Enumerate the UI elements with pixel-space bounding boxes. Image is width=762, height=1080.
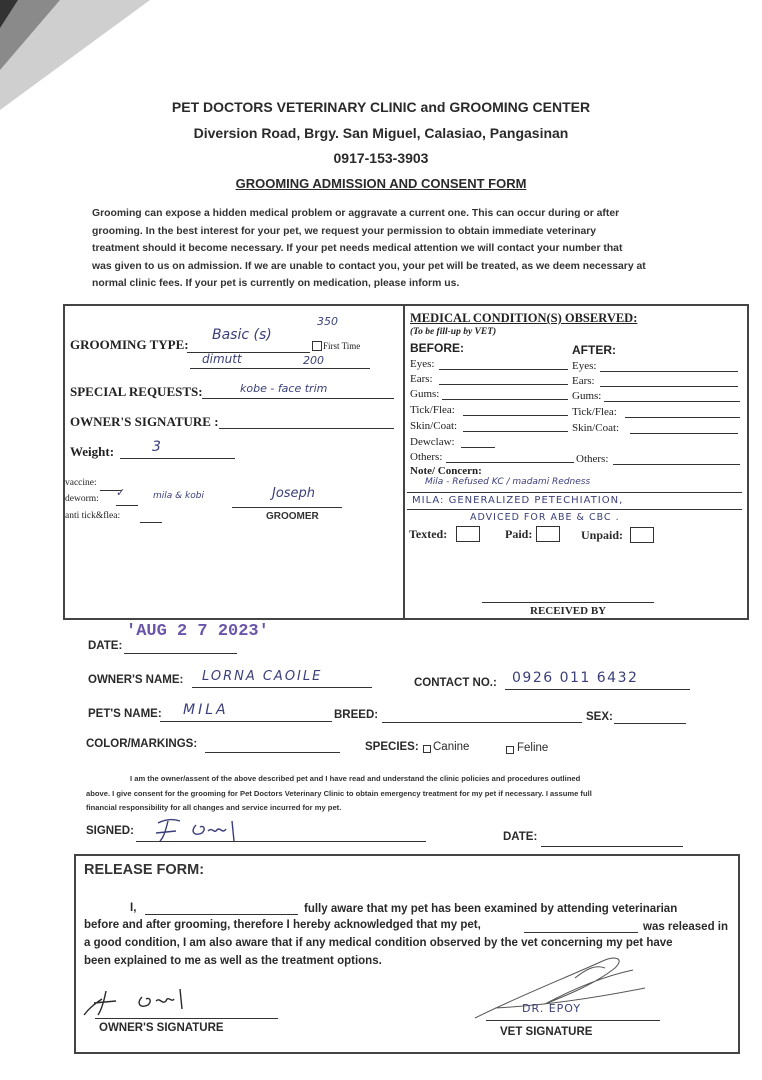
anti-tick-label: anti tick&flea: [65, 511, 121, 521]
consent-line: financial responsibility for all changes and service incurred for my pet. [86, 803, 342, 812]
after-skin-field[interactable] [630, 433, 738, 434]
owner-name-label: OWNER'S NAME: [88, 674, 184, 686]
clinic-name: PET DOCTORS VETERINARY CLINIC and GROOMING CENTER [171, 99, 591, 115]
note-line-3: ADVICED FOR ABE & CBC . [470, 512, 620, 523]
release-owner-signature-label: OWNER'S SIGNATURE [99, 1022, 224, 1034]
intro-line: grooming. In the best interest for your pet, we request your permission to obtain immediate veterinary [92, 225, 597, 237]
medical-title: MEDICAL CONDITION(S) OBSERVED: [410, 311, 638, 325]
consent-paragraph [86, 772, 726, 816]
release-line-3: a good condition, I am also aware that if any medical condition observed by the vet concerning my pet have [84, 937, 673, 949]
before-tick-field[interactable] [463, 415, 568, 416]
after-tick-field[interactable] [625, 417, 740, 418]
consent-line: above. I give consent for the grooming for Pet Doctors Veterinary Clinic to obtain emergency treatment for my pet if necessary. I assume full [86, 788, 592, 798]
vet-signature-scribble [455, 948, 655, 1028]
signed-label: SIGNED: [86, 825, 134, 837]
clinic-address: Diversion Road, Brgy. San Miguel, Calasiao, Pangasinan [193, 125, 569, 141]
clinic-phone: 0917-153-3903 [333, 150, 429, 166]
grooming-extra: dimutt [202, 352, 242, 366]
before-eyes-label: Eyes: [410, 358, 435, 370]
others-before-field[interactable] [446, 462, 574, 463]
texted-label: Texted: [409, 527, 448, 541]
grooming-type-label: GROOMING TYPE: [70, 337, 189, 352]
owner-name-line [192, 687, 372, 688]
before-label: BEFORE: [410, 341, 464, 355]
others-after-label: Others: [576, 453, 609, 465]
grooming-extra-price: 200 [303, 354, 324, 367]
grooming-price: 350 [317, 315, 338, 328]
date-stamp: 'AUG 2 7 2023' [126, 622, 269, 641]
others-before-label: Others: [410, 451, 443, 463]
species-label: SPECIES: [365, 741, 419, 753]
dewclaw-field[interactable] [461, 447, 495, 448]
breed-label: BREED: [334, 709, 379, 721]
release-name-line[interactable] [145, 914, 298, 915]
note-line-1: Mila - Refused KC / madami Redness [425, 477, 591, 487]
signed-date-line[interactable] [541, 846, 683, 847]
release-i-label: I, [130, 902, 137, 914]
intro-paragraph [92, 205, 702, 293]
color-line[interactable] [205, 752, 340, 753]
texted-checkbox[interactable] [456, 526, 480, 542]
breed-line[interactable] [382, 722, 582, 723]
release-line-4: been explained to me as well as the treatment options. [84, 955, 382, 967]
feline-label: Feline [517, 742, 549, 754]
owner-signature-scribble [150, 815, 260, 845]
note-rule-2 [407, 509, 742, 510]
medical-subtitle: (To be fill-up by VET) [410, 327, 497, 337]
weight-line [120, 458, 235, 459]
unpaid-label: Unpaid: [581, 528, 624, 542]
paid-label: Paid: [505, 527, 533, 541]
after-ears-field[interactable] [600, 386, 738, 387]
consent-line: I am the owner/assent of the above described pet and I have read and understand the clinic policies and procedures outlined [130, 774, 581, 783]
before-skin-label: Skin/Coat: [410, 420, 458, 432]
deworm-value: mila & kobi [153, 491, 204, 501]
signed-date-label: DATE: [503, 831, 538, 843]
sex-line[interactable] [614, 723, 686, 724]
canine-label: Canine [433, 741, 470, 753]
before-gums-label: Gums: [410, 388, 440, 400]
after-label: AFTER: [572, 343, 616, 357]
note-line-2: MILA: GENERALIZED PETECHIATION, [412, 495, 624, 506]
weight-label: Weight: [70, 444, 115, 459]
after-gums-field[interactable] [604, 401, 740, 402]
release-owner-signature-scribble [80, 985, 210, 1021]
others-after-field[interactable] [613, 464, 740, 465]
before-tick-label: Tick/Flea: [410, 404, 455, 416]
special-requests-line [202, 398, 394, 399]
received-by-line[interactable] [482, 602, 654, 603]
after-ears-label: Ears: [572, 375, 595, 387]
contact-value[interactable]: 0926 011 6432 [512, 670, 639, 686]
groomer-line [232, 507, 342, 508]
contact-label: CONTACT NO.: [414, 677, 497, 689]
special-requests-label: SPECIAL REQUESTS: [70, 384, 203, 399]
groomer-label: GROOMER [266, 511, 319, 522]
pet-name-label: PET'S NAME: [88, 708, 162, 720]
note-label: Note/ Concern: [410, 465, 482, 477]
before-eyes-field[interactable] [439, 369, 568, 370]
deworm-label: deworm: [65, 494, 99, 504]
date-label: DATE: [88, 640, 123, 652]
release-line-2b: was released in [643, 921, 729, 933]
table-divider [403, 304, 405, 620]
canine-checkbox[interactable] [423, 745, 431, 753]
before-gums-field[interactable] [442, 399, 568, 400]
release-owner-signature-line[interactable] [95, 1018, 278, 1019]
contact-line [505, 689, 690, 690]
dewclaw-label: Dewclaw: [410, 436, 455, 448]
release-line-1: fully aware that my pet has been examined by attending veterinarian [304, 903, 678, 915]
deworm-line [116, 505, 138, 506]
deworm-check-mark: ✓ [116, 486, 126, 499]
vaccine-label: vaccine: [65, 478, 97, 488]
intro-line: was given to us on admission. If we are unable to contact you, your pet will be treated, as we deem necessary at [92, 260, 646, 272]
folded-corner [0, 0, 762, 110]
note-rule-1 [407, 492, 742, 493]
release-pet-line[interactable] [524, 932, 638, 933]
color-label: COLOR/MARKINGS: [86, 738, 198, 750]
pet-name-line [160, 721, 332, 722]
vet-signature-line[interactable] [486, 1020, 660, 1021]
feline-checkbox[interactable] [506, 746, 514, 754]
before-ears-label: Ears: [410, 373, 433, 385]
weight-value[interactable]: 3 [152, 439, 161, 455]
owner-name-value[interactable]: LORNA CAOILE [202, 669, 323, 684]
groomer-name: Joseph [272, 486, 316, 501]
owner-signature-label: OWNER'S SIGNATURE : [70, 414, 219, 429]
paid-checkbox[interactable] [536, 526, 560, 542]
after-skin-label: Skin/Coat: [572, 422, 620, 434]
after-eyes-label: Eyes: [572, 360, 597, 372]
date-line[interactable] [124, 653, 237, 654]
after-tick-label: Tick/Flea: [572, 406, 617, 418]
after-gums-label: Gums: [572, 390, 602, 402]
intro-line: Grooming can expose a hidden medical problem or aggravate a current one. This can occur during or after [92, 208, 620, 219]
grooming-type-value[interactable]: Basic (s) [212, 327, 272, 343]
before-ears-field[interactable] [439, 384, 568, 385]
vet-signature-label: VET SIGNATURE [500, 1026, 593, 1038]
intro-line: treatment should it become necessary. If your pet needs medical attention we will contact your number that [92, 243, 623, 254]
special-requests-value[interactable]: kobe - face trim [240, 382, 328, 395]
pet-name-value[interactable]: MILA [183, 702, 229, 718]
unpaid-checkbox[interactable] [630, 527, 654, 543]
sex-label: SEX: [586, 711, 613, 723]
received-by-label: RECEIVED BY [530, 605, 607, 617]
anti-tick-line [140, 522, 162, 523]
first-time-label: First Time [323, 341, 361, 351]
first-time-checkbox[interactable] [312, 341, 322, 351]
vet-name: DR. EPOY [522, 1002, 582, 1015]
release-title: RELEASE FORM: [84, 862, 205, 878]
after-eyes-field[interactable] [600, 371, 738, 372]
release-line-2a: before and after grooming, therefore I hereby acknowledged that my pet, [84, 919, 481, 931]
owner-signature-line[interactable] [219, 428, 394, 429]
intro-line: normal clinic fees. If your pet is currently on medication, please inform us. [92, 278, 460, 289]
before-skin-field[interactable] [463, 431, 568, 432]
grooming-extra-line [190, 368, 370, 369]
form-title: GROOMING ADMISSION AND CONSENT FORM [235, 176, 527, 191]
